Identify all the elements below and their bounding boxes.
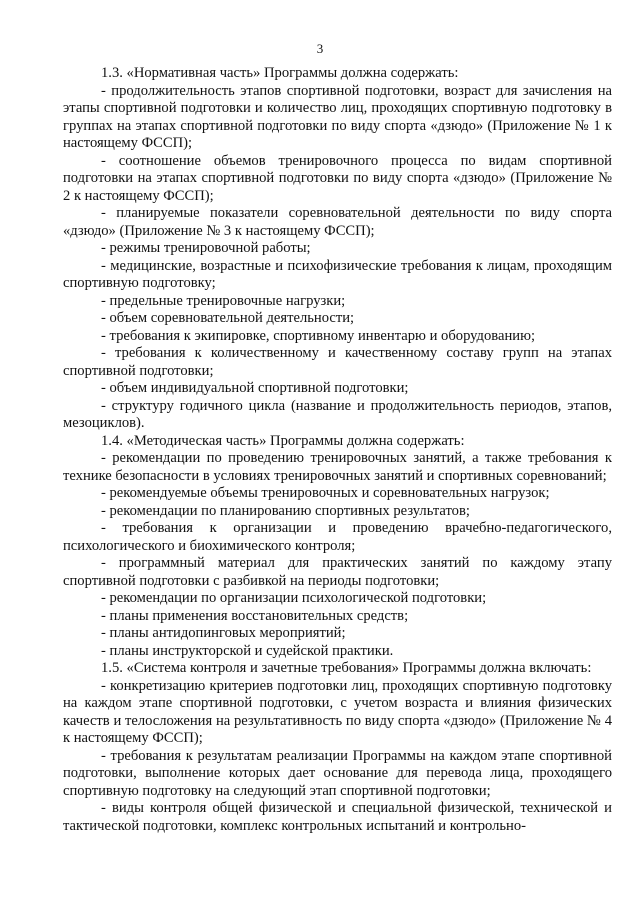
paragraph: - требования к экипировке, спортивному инвентарю и оборудованию; bbox=[101, 327, 536, 344]
paragraph: - конкретизацию критериев подготовки лиц, проходящих спортивную подготовку на каждом этапе спортивной подготовки, с учетом возраста и влияния физических качеств и телосложения на результативность по виду спорта «дзюдо» (Приложение № 4 к настоящему ФССП); bbox=[63, 677, 612, 746]
paragraph: - режимы тренировочной работы; bbox=[101, 240, 311, 256]
paragraph: - предельные тренировочные нагрузки; bbox=[101, 292, 346, 309]
paragraph: - объем индивидуальной спортивной подготовки; bbox=[101, 380, 409, 396]
paragraph: - требования к организации и проведению врачебно-педагогического, психологического и биохимического контроля; bbox=[63, 520, 612, 554]
paragraph: - рекомендации по планированию спортивных результатов; bbox=[101, 502, 470, 519]
paragraph: - рекомендуемые объемы тренировочных и соревновательных нагрузок; bbox=[101, 485, 550, 501]
page-number: 3 bbox=[316, 41, 324, 56]
paragraph: - рекомендации по организации психологической подготовки; bbox=[101, 590, 487, 606]
paragraph: 1.5. «Система контроля и зачетные требования» Программы должна включать: bbox=[101, 660, 592, 676]
document-body bbox=[63, 65, 612, 835]
paragraph: - продолжительность этапов спортивной подготовки, возраст для зачисления на этапы спортивной подготовки и количество лиц, проходящих спортивную подготовку в группах на этапах спортивной подготовки по виду спорта «дзюдо» (Приложение № 1 к настоящему ФССП); bbox=[63, 82, 612, 151]
paragraph: 1.3. «Нормативная часть» Программы должна содержать: bbox=[101, 65, 459, 81]
paragraph: - соотношение объемов тренировочного процесса по видам спортивной подготовки на этапах спортивной подготовки по виду спорта «дзюдо» (Приложение № 2 к настоящему ФССП); bbox=[63, 152, 612, 204]
paragraph: - объем соревновательной деятельности; bbox=[101, 310, 355, 326]
paragraph: - требования к количественному и качественному составу групп на этапах спортивной подготовки; bbox=[63, 345, 612, 379]
paragraph: - требования к результатам реализации Программы на каждом этапе спортивной подготовки, выполнение которых дает основание для перевода лица, проходящего спортивную подготовку на следующий этап спортивной подготовки; bbox=[63, 747, 612, 799]
paragraph: - рекомендации по проведению тренировочных занятий, а также требования к технике безопасности в условиях тренировочных занятий и спортивных соревнований; bbox=[63, 450, 612, 484]
paragraph: - виды контроля общей физической и специальной физической, технической и тактической подготовки, комплекс контрольных испытаний и контрольно- bbox=[63, 800, 612, 834]
paragraph: - планы антидопинговых мероприятий; bbox=[101, 625, 346, 641]
paragraph: - программный материал для практических занятий по каждому этапу спортивной подготовки с разбивкой на периоды подготовки; bbox=[63, 555, 612, 589]
paragraph: - планы применения восстановительных средств; bbox=[101, 607, 409, 624]
paragraph: 1.4. «Методическая часть» Программы должна содержать: bbox=[101, 432, 465, 449]
paragraph: - планы инструкторской и судейской практики. bbox=[101, 642, 394, 659]
paragraph: - медицинские, возрастные и психофизические требования к лицам, проходящим спортивную подготовку; bbox=[63, 257, 612, 291]
paragraph: - планируемые показатели соревновательной деятельности по виду спорта «дзюдо» (Приложение № 3 к настоящему ФССП); bbox=[63, 205, 612, 239]
paragraph: - структуру годичного цикла (название и продолжительность периодов, этапов, мезоциклов). bbox=[63, 397, 612, 431]
